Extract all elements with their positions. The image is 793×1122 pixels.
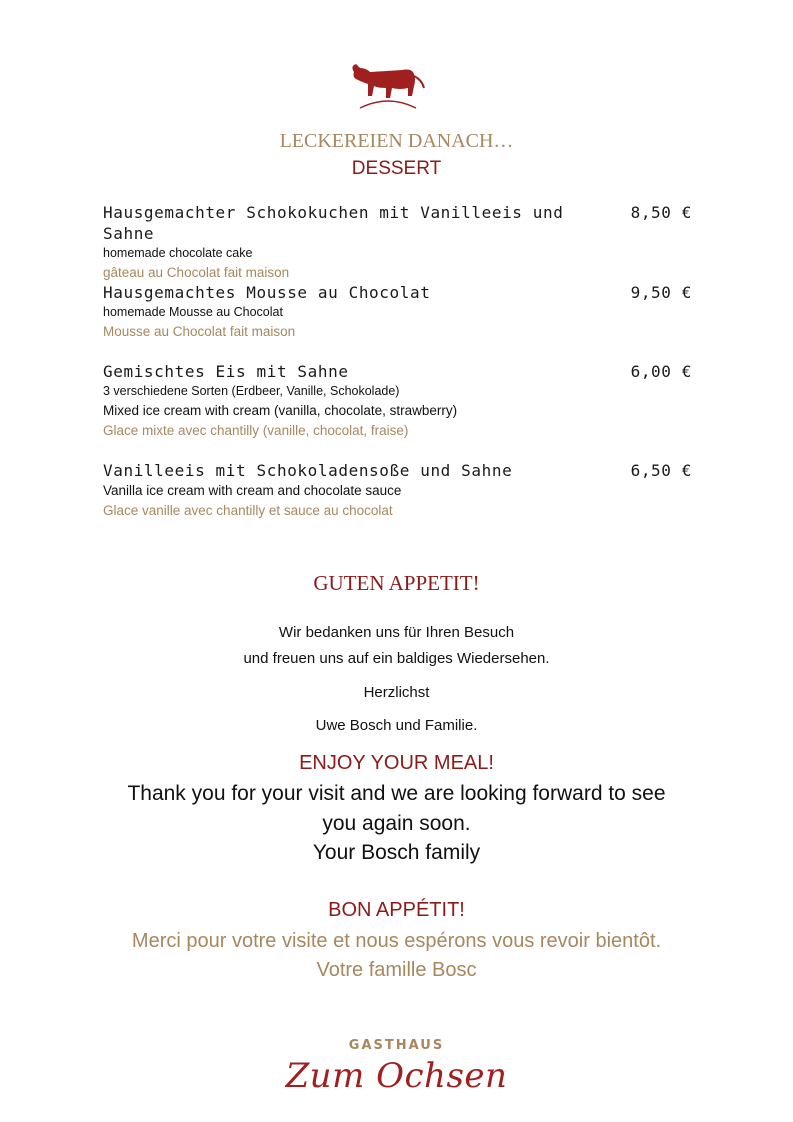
menu-item [103, 282, 698, 341]
item-price: 6,50 € [630, 461, 692, 480]
closing-heading-de: GUTEN APPETIT! [313, 571, 480, 595]
closing-line: Wir bedanken uns für Ihren Besuch [278, 624, 515, 641]
item-desc-fr: Glace vanille avec chantilly et sauce au chocolat [103, 503, 393, 518]
item-price: 6,00 € [630, 362, 692, 381]
closing-line: und freuen uns auf ein baldiges Wiedersehen. [243, 650, 550, 667]
item-desc-en: homemade Mousse au Chocolat [103, 305, 283, 319]
item-desc-en: Vanilla ice cream with cream and chocolate sauce [103, 483, 402, 498]
closing-signature: Your Bosch family [312, 841, 481, 864]
closing-heading-fr: BON APPÉTIT! [328, 899, 465, 921]
brand-logo-text: Zum Ochsen [285, 1056, 508, 1096]
menu-item [103, 202, 698, 282]
item-price: 9,50 € [630, 283, 692, 302]
item-name: Gemischtes Eis mit Sahne [103, 362, 349, 381]
brand-label: GASTHAUS [348, 1038, 445, 1053]
section-title: LECKEREIEN DANACH… [279, 130, 514, 152]
closing-signature: Uwe Bosch und Familie. [315, 717, 478, 734]
closing-line: Herzlichst [363, 684, 430, 701]
item-desc-de: 3 verschiedene Sorten (Erdbeer, Vanille, Schokolade) [103, 384, 400, 398]
item-name: Hausgemachter Schokokuchen mit Vanilleeis und Sahne [103, 203, 564, 243]
item-desc-fr: gâteau au Chocolat fait maison [103, 265, 290, 280]
item-desc-fr: Glace mixte avec chantilly (vanille, chocolat, fraise) [103, 423, 409, 438]
closing-line: Thank you for your visit and we are looking forward to see [127, 782, 666, 805]
item-desc-fr: Mousse au Chocolat fait maison [103, 324, 296, 339]
closing-line: Merci pour votre visite et nous espérons vous revoir bientôt. [131, 930, 662, 952]
closing-heading-en: ENJOY YOUR MEAL! [299, 752, 494, 774]
item-desc-en: Mixed ice cream with cream (vanilla, chocolate, strawberry) [103, 403, 458, 418]
item-price: 8,50 € [630, 203, 692, 222]
menu-item [103, 460, 698, 520]
menu-item [103, 361, 698, 440]
closing-line: you again soon. [322, 812, 471, 835]
bull-icon [340, 58, 436, 110]
item-name: Hausgemachtes Mousse au Chocolat [103, 283, 431, 302]
item-name: Vanilleeis mit Schokoladensoße und Sahne [103, 461, 513, 480]
item-desc-en: homemade chocolate cake [103, 246, 253, 260]
section-subtitle: DESSERT [351, 158, 442, 179]
closing-signature: Votre famille Bosc [316, 959, 477, 981]
